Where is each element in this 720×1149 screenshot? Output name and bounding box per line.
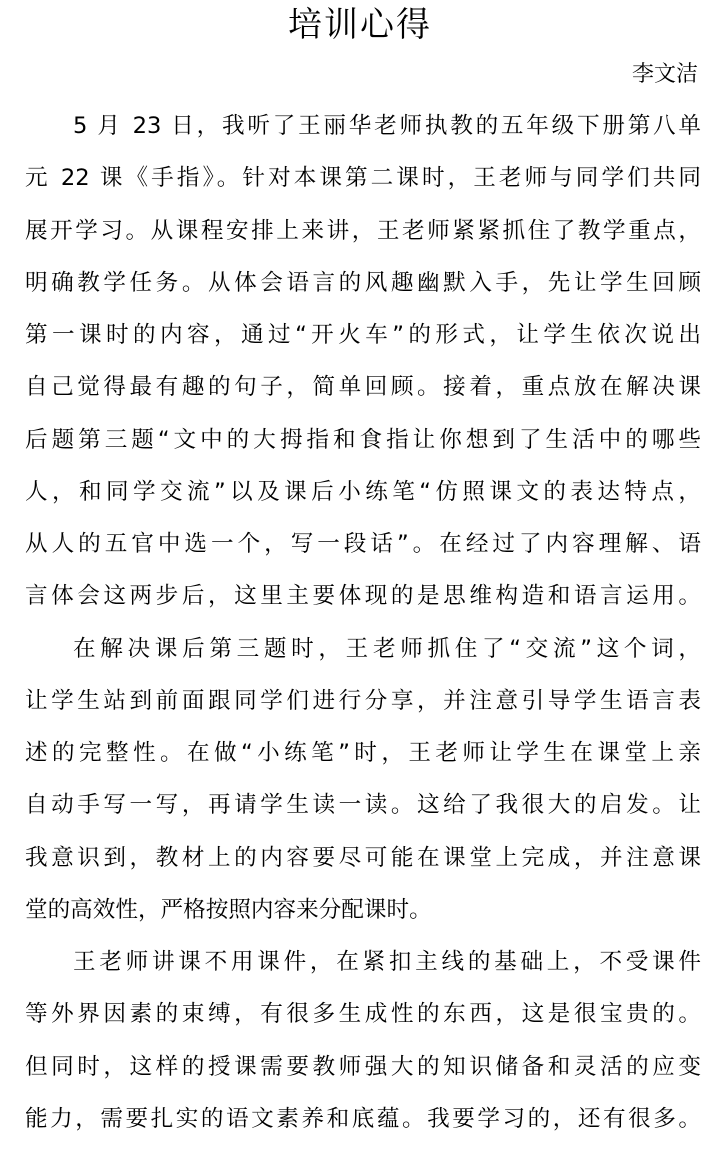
text-line: 自己觉得最有趣的句子，简单回顾。接着，重点放在解决课 (25, 374, 701, 401)
text-line: 能力，需要扎实的语文素养和底蕴。我要学习的，还有很多。 (25, 1105, 701, 1132)
text-line: 王老师讲课不用课件，在紧扣主线的基础上，不受课件 (73, 949, 701, 975)
text-line: 在解决课后第三题时，王老师抓住了“交流”这个词， (73, 635, 701, 662)
text-line: 第一课时的内容，通过“开火车”的形式，让学生依次说出 (25, 322, 701, 348)
text-line: 堂的高效性，严格按照内容来分配课时。 (25, 896, 432, 923)
text-line: 5 月 23 日，我听了王丽华老师执教的五年级下册第八单 (73, 113, 701, 139)
text-line: 我意识到，教材上的内容要尽可能在课堂上完成，并注意课 (25, 844, 701, 871)
text-line: 展开学习。从课程安排上来讲，王老师紧紧抓住了教学重点， (25, 217, 701, 244)
text-line: 自动手写一写，再请学生读一读。这给了我很大的启发。让 (25, 792, 701, 819)
text-line: 从人的五官中选一个，写一段话”。在经过了内容理解、语 (25, 531, 701, 557)
text-line: 但同时，这样的授课需要教师强大的知识储备和灵活的应变 (25, 1053, 701, 1080)
text-line: 言体会这两步后，这里主要体现的是思维构造和语言运用。 (25, 583, 701, 610)
document-title: 培训心得 (288, 5, 432, 45)
text-line: 后题第三题“文中的大拇指和食指让你想到了生活中的哪些 (25, 426, 701, 453)
text-line: 述的完整性。在做“小练笔”时，王老师让学生在课堂上亲 (25, 740, 701, 766)
text-line: 明确教学任务。从体会语言的风趣幽默入手，先让学生回顾 (25, 269, 701, 296)
text-line: 元 22 课《手指》。针对本课第二课时，王老师与同学们共同 (25, 165, 701, 192)
text-line: 等外界因素的束缚，有很多生成性的东西，这是很宝贵的。 (25, 1001, 701, 1028)
text-line: 让学生站到前面跟同学们进行分享，并注意引导学生语言表 (25, 687, 701, 714)
author-name: 李文洁 (631, 62, 698, 87)
body-text (25, 104, 701, 1149)
text-line: 人，和同学交流”以及课后小练笔“仿照课文的表达特点， (25, 478, 701, 505)
